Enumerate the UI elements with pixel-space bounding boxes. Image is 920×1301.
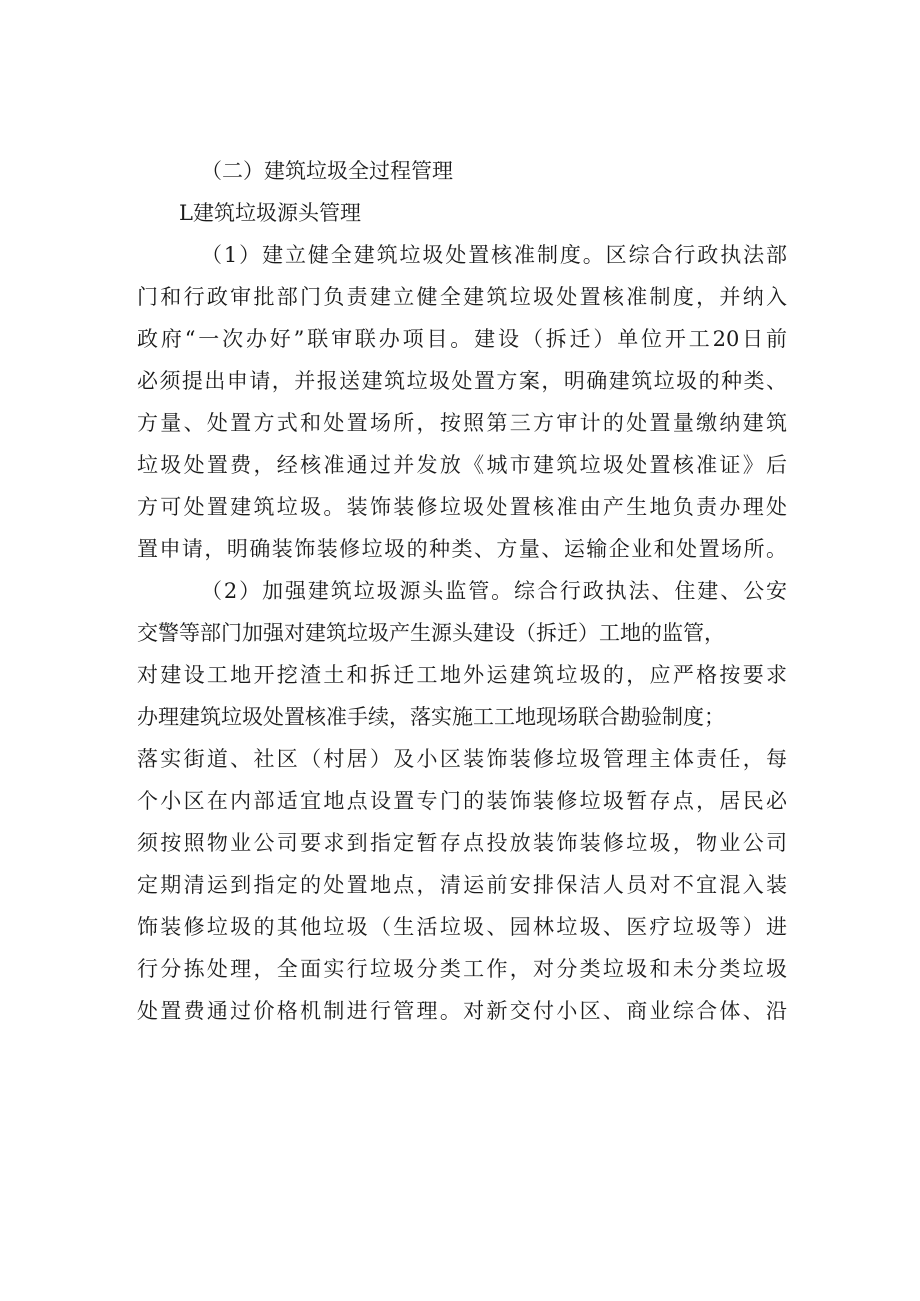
- paragraph-line: （2）加强建筑垃圾源头监管。综合行政执法、住建、公安: [201, 579, 787, 603]
- paragraph-line: 办理建筑垃圾处置核准手续，落实施工工地现场联合勘验制度；: [137, 705, 725, 729]
- paragraph-line: 须按照物业公司要求到指定暂存点投放装饰装修垃圾，物业公司: [137, 831, 787, 855]
- paragraph-line: 垃圾处置费，经核准通过并发放《城市建筑垃圾处置核准证》后: [137, 453, 787, 477]
- paragraph-line: 方可处置建筑垃圾。装饰装修垃圾处置核准由产生地负责办理处: [137, 495, 787, 519]
- paragraph-line: 定期清运到指定的处置地点，清运前安排保洁人员对不宜混入装: [137, 873, 787, 897]
- paragraph-line: （1）建立健全建筑垃圾处置核准制度。区综合行政执法部: [201, 243, 787, 267]
- subsection-heading: L建筑垃圾源头管理: [179, 201, 361, 225]
- paragraph-line: 处置费通过价格机制进行管理。对新交付小区、商业综合体、沿: [137, 999, 787, 1023]
- paragraph-line: 对建设工地开挖渣土和拆迁工地外运建筑垃圾的，应严格按要求: [137, 663, 787, 687]
- paragraph-line: 落实街道、社区（村居）及小区装饰装修垃圾管理主体责任，每: [137, 747, 787, 771]
- document-body: [137, 150, 787, 1032]
- paragraph-line: 必须提出申请，并报送建筑垃圾处置方案，明确建筑垃圾的种类、: [137, 369, 787, 393]
- paragraph-line: 政府“一次办好”联审联办项目。建设（拆迁）单位开工20日前: [137, 327, 787, 351]
- section-heading: （二）建筑垃圾全过程管理: [201, 159, 453, 183]
- paragraph-line: 行分拣处理，全面实行垃圾分类工作，对分类垃圾和未分类垃圾: [137, 957, 787, 981]
- paragraph-line: 交警等部门加强对建筑垃圾产生源头建设（拆迁）工地的监管，: [137, 621, 725, 645]
- paragraph-line: 个小区在内部适宜地点设置专门的装饰装修垃圾暂存点，居民必: [137, 789, 787, 813]
- paragraph-line: 方量、处置方式和处置场所，按照第三方审计的处置量缴纳建筑: [137, 411, 787, 435]
- paragraph-line: 饰装修垃圾的其他垃圾（生活垃圾、园林垃圾、医疗垃圾等）进: [137, 915, 787, 939]
- paragraph-line: 门和行政审批部门负责建立健全建筑垃圾处置核准制度，并纳入: [137, 285, 787, 309]
- paragraph-line: 置申请，明确装饰装修垃圾的种类、方量、运输企业和处置场所。: [137, 537, 787, 561]
